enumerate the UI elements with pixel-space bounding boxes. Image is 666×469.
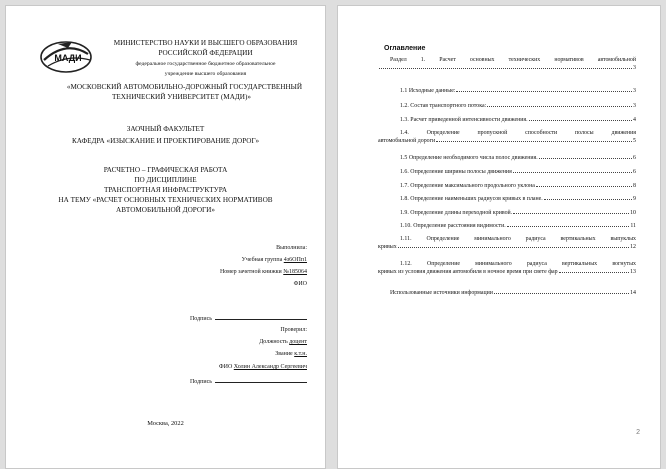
record-row <box>220 268 307 276</box>
toc-page-number: 6 <box>633 169 636 175</box>
toc-item-1-12-line-2: кривых из условия движения автомобиля в ночное время при свете фар <box>378 269 558 275</box>
checked-label: Проверил: <box>280 327 307 333</box>
toc-item-1-12[interactable] <box>378 260 636 276</box>
toc-item-1-2[interactable] <box>378 102 636 110</box>
toc-page-number: 13 <box>630 269 636 275</box>
rank-row <box>275 350 307 358</box>
toc-page-number: 3 <box>633 65 636 71</box>
toc-item-1-12-line-1: 1.12. Определение минимального радиуса вертикальных вогнутых <box>400 261 636 267</box>
record-label: Номер зачетной книжки <box>219 269 282 275</box>
toc-item-1-11[interactable] <box>378 235 636 251</box>
ministry-line-2: РОССИЙСКОЙ ФЕДЕРАЦИИ <box>158 49 253 57</box>
signature-line-2 <box>215 376 307 383</box>
signature-row-1 <box>190 313 307 323</box>
toc-item-1-4-line-1: 1.4. Определение пропускной способности полосы движения <box>400 130 636 136</box>
group-row <box>242 256 307 264</box>
madi-logo-icon <box>38 36 94 78</box>
toc-item-label: 1.9. Определение длины переходной кривой. <box>400 210 513 216</box>
toc-page-number: 10 <box>630 210 636 216</box>
toc-item-label: 1.1 Исходные данные: <box>400 88 456 94</box>
toc-item-1-3[interactable] <box>378 116 636 124</box>
title-page <box>5 5 326 469</box>
group-value: 4з6ОПп1 <box>283 257 307 263</box>
toc-page-number: 9 <box>633 196 636 202</box>
toc-item-1-4[interactable] <box>378 129 636 145</box>
faculty: ЗАОЧНЫЙ ФАКУЛЬТЕТ <box>126 125 205 133</box>
fio-label: ФИО <box>293 281 307 287</box>
toc-item-1-10[interactable] <box>378 222 636 230</box>
fio2-label: ФИО <box>218 364 233 370</box>
toc-page-number: 5 <box>633 138 636 144</box>
institution-type-line-1: федеральное государственное бюджетное образовательное <box>135 61 276 67</box>
toc-item-1-7[interactable] <box>378 182 636 190</box>
toc-page <box>337 5 661 469</box>
toc-item-1-8[interactable] <box>378 195 636 203</box>
toc-item-label: 1.8. Определение наименьших радиусов кривых в плане. <box>400 196 543 202</box>
toc-item-label: 1.6. Определение ширины полосы движения <box>400 169 512 175</box>
performed-label: Выполнила: <box>276 245 307 251</box>
university-line-1: «МОСКОВСКИЙ АВТОМОБИЛЬНО-ДОРОЖНЫЙ ГОСУДАРСТВЕННЫЙ <box>66 83 303 91</box>
toc-item-label: Использованные источники информации <box>390 290 493 296</box>
logo-text: МАДИ <box>54 53 82 63</box>
ministry-line-1: МИНИСТЕРСТВО НАУКИ И ВЫСШЕГО ОБРАЗОВАНИЯ <box>113 39 298 47</box>
work-topic-line-1: НА ТЕМУ «РАСЧЕТ ОСНОВНЫХ ТЕХНИЧЕСКИХ НОРМАТИВОВ <box>58 196 273 204</box>
signature-line-1 <box>215 313 307 320</box>
signature-label-1: Подпись <box>189 316 212 322</box>
toc-item-label: 1.5 Определение необходимого числа полос движения. <box>400 155 538 161</box>
work-type: РАСЧЕТНО – ГРАФИЧЕСКАЯ РАБОТА <box>103 166 228 174</box>
toc-section-1[interactable] <box>378 56 636 72</box>
toc-item-1-6[interactable] <box>378 168 636 176</box>
work-topic-line-2: АВТОМОБИЛЬНОЙ ДОРОГИ» <box>116 206 215 214</box>
page-number: 2 <box>636 429 640 436</box>
toc-item-label: 1.3. Расчет приведенной интенсивности движения. <box>400 117 528 123</box>
toc-item-1-1[interactable] <box>378 87 636 95</box>
toc-page-number: 11 <box>630 223 636 229</box>
toc-heading: Оглавление <box>384 45 426 52</box>
position-label: Должность <box>259 339 288 345</box>
toc-references[interactable] <box>378 289 636 297</box>
rank-label: Звание <box>275 351 293 357</box>
toc-item-1-11-line-1: 1.11. Определение минимального радиуса вертикальных выпуклых <box>400 236 636 242</box>
toc-page-number: 12 <box>630 244 636 250</box>
signature-row-2 <box>190 376 307 386</box>
city-year: Москва, 2022 <box>147 420 184 427</box>
position-row <box>259 338 307 346</box>
fio2-row <box>219 363 307 371</box>
work-discipline: ТРАНСПОРТНАЯ ИНФРАСТРУКТУРА <box>103 186 228 194</box>
toc-item-1-11-line-2: кривых <box>378 244 397 250</box>
toc-page-number: 3 <box>633 88 636 94</box>
rank-value: к.т.н. <box>294 351 307 357</box>
toc-page-number: 6 <box>633 155 636 161</box>
toc-page-number: 8 <box>633 183 636 189</box>
signature-label-2: Подпись <box>189 379 212 385</box>
toc-item-label: 1.2. Состав транспортного потока: <box>400 103 487 109</box>
toc-item-label: 1.7. Определение максимального продольного уклона <box>400 183 535 189</box>
fio2-value: Холин Александр Сергеевич <box>233 364 307 370</box>
toc-item-1-9[interactable] <box>378 209 636 217</box>
toc-item-1-4-line-2: автомобильной дороги <box>378 138 436 144</box>
university-line-2: ТЕХНИЧЕСКИЙ УНИВЕРСИТЕТ (МАДИ)» <box>112 93 251 101</box>
toc-page-number: 14 <box>630 290 636 296</box>
toc-item-1-5[interactable] <box>378 154 636 162</box>
group-label: Учебная группа <box>241 257 283 263</box>
department: КАФЕДРА «ИЗЫСКАНИЕ И ПРОЕКТИРОВАНИЕ ДОРОГ» <box>71 137 260 145</box>
position-value: доцент <box>289 339 307 345</box>
institution-type-line-2: учреждение высшего образования <box>164 71 247 77</box>
work-discipline-label: ПО ДИСЦИПЛИНЕ <box>134 176 197 184</box>
toc-item-label: 1.10. Определение расстояния видимости. <box>400 223 506 229</box>
toc-page-number: 3 <box>633 103 636 109</box>
toc-page-number: 4 <box>633 117 636 123</box>
toc-section-1-text: Раздел 1. Расчет основных технических нормативов автомобильной <box>390 57 636 63</box>
record-value: №185064 <box>283 269 307 275</box>
